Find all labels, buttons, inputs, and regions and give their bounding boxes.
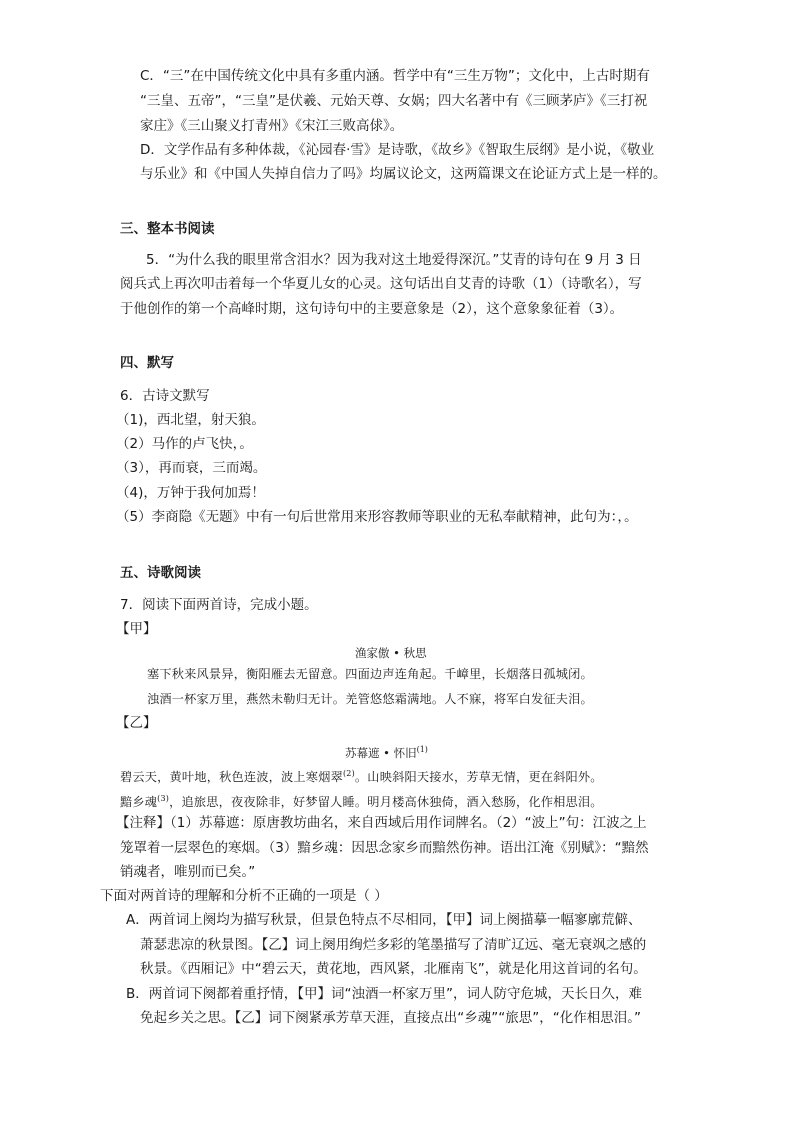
poem-2-line-1 [120, 765, 603, 786]
option-c-line-2: “三皇、五帝”，“三皇”是伏羲、元始天尊、女娲；四大名著中有《三顾茅庐》《三打祝 [140, 93, 648, 109]
question-prompt: 下面对两首诗的理解和分析不正确的一项是（ ） [100, 888, 388, 904]
poem-2-line-2-part-b: ，追旅思，夜夜除非，好梦留人睡。明月楼高休独倚，酒入愁肠，化作相思泪。 [169, 795, 603, 809]
poem-2-title [345, 742, 428, 761]
section-3-heading: 三、整本书阅读 [120, 221, 215, 237]
label-yi: 【乙】 [116, 715, 157, 731]
poem-1-line-2: 浊酒一杯家万里，燕然未勒归无计。羌管悠悠霜满地。人不寐，将军白发征夫泪。 [147, 692, 593, 706]
option-d-line-1: D．文学作品有多种体裁，《沁园春·雪》是诗歌，《故乡》《智取生辰纲》是小说，《敬业 [140, 142, 655, 158]
option-b-line-1: B．两首词下阕都着重抒情，【甲】词“浊酒一杯家万里”，词人防守危城，天长日久，难 [126, 986, 642, 1002]
footnote-marker: (2) [342, 769, 355, 778]
label-jia: 【甲】 [116, 621, 157, 637]
section-4-heading: 四、默写 [120, 355, 174, 371]
poem-2-line-1-part-a: 碧云天，黄叶地，秋色连波，波上寒烟翠 [120, 770, 343, 784]
option-a-line-3: 秋景。《西厢记》中“碧云天，黄花地，西风紧，北雁南飞”，就是化用这首词的名句。 [140, 961, 647, 977]
recitation-item: （4)，万钟于我何加焉！ [116, 485, 265, 501]
question-5-line-2: 阅兵式上再次叩击着每一个华夏儿女的心灵。这句话出自艾青的诗歌（1）（诗歌名），写 [120, 276, 642, 292]
poem-2-title-text: 苏幕遮 • 怀旧 [345, 746, 417, 760]
poem-1-line-1: 塞下秋来风景异，衡阳雁去无留意。四面边声连角起。千嶂里，长烟落日孤城闭。 [147, 667, 593, 681]
poem-2-line-2-part-a: 黯乡魂 [120, 795, 158, 809]
option-c-line-3: 家庄》《三山聚义打青州》《宋江三败高俅》。 [140, 118, 404, 134]
question-5-line-1: 5．“为什么我的眼里常含泪水？因为我对这土地爱得深沉。”艾青的诗句在 9 月 3 日 [146, 252, 642, 268]
recitation-item: （3），再而衰，三而竭。 [116, 460, 267, 476]
option-a-line-2: 萧瑟悲凉的秋景图。【乙】词上阕用绚烂多彩的笔墨描写了清旷辽远、毫无衰飒之感的 [140, 937, 647, 953]
option-c-line-1: C．“三”在中国传统文化中具有多重内涵。哲学中有“三生万物”；文化中，上古时期有 [140, 68, 650, 84]
poem-2-line-2 [120, 790, 603, 811]
question-6-title: 6．古诗文默写 [120, 388, 210, 404]
question-7-title: 7．阅读下面两首诗，完成小题。 [120, 597, 318, 613]
option-b-line-2: 免起乡关之思。【乙】词下阕紧承芳草天涯，直接点出“乡魂”“旅思”，“化作相思泪。” [140, 1010, 641, 1026]
recitation-item: （5）李商隐《无题》中有一句后世常用来形容教师等职业的无私奉献精神，此句为：，。 [116, 509, 638, 525]
option-d-line-2: 与乐业》和《中国人失掉自信力了吗》均属议论文，这两篇课文在论证方式上是一样的。 [140, 166, 667, 182]
poem-2-line-1-part-b: 。山映斜阳天接水，芳草无情，更在斜阳外。 [354, 770, 603, 784]
footnote-marker: (3) [157, 794, 170, 803]
notes-line-1: 【注释】（1）苏幕遮：原唐教坊曲名，来自西域后用作词牌名。（2）“波上”句：江波之上 [116, 815, 647, 831]
poem-1-title: 渔家傲 • 秋思 [355, 646, 427, 660]
notes-line-3: 销魂者，唯别而已矣。” [120, 864, 256, 880]
section-5-heading: 五、诗歌阅读 [120, 565, 201, 581]
option-a-line-1: A．两首词上阕均为描写秋景，但景色特点不尽相同，【甲】词上阕描摹一幅寥廓荒僻、 [126, 912, 642, 928]
footnote-marker: (1) [416, 745, 428, 754]
notes-line-2: 笼罩着一层翠色的寒烟。（3）黯乡魂：因思念家乡而黯然伤神。语出江淹《别赋》：“黯然 [120, 840, 649, 856]
recitation-item: （2）马作的卢飞快，。 [116, 436, 253, 452]
recitation-item: （1)，西北望，射天狼。 [116, 412, 265, 428]
question-5-line-3: 于他创作的第一个高峰时期，这句诗句中的主要意象是（2），这个意象象征着（3）。 [120, 301, 624, 317]
